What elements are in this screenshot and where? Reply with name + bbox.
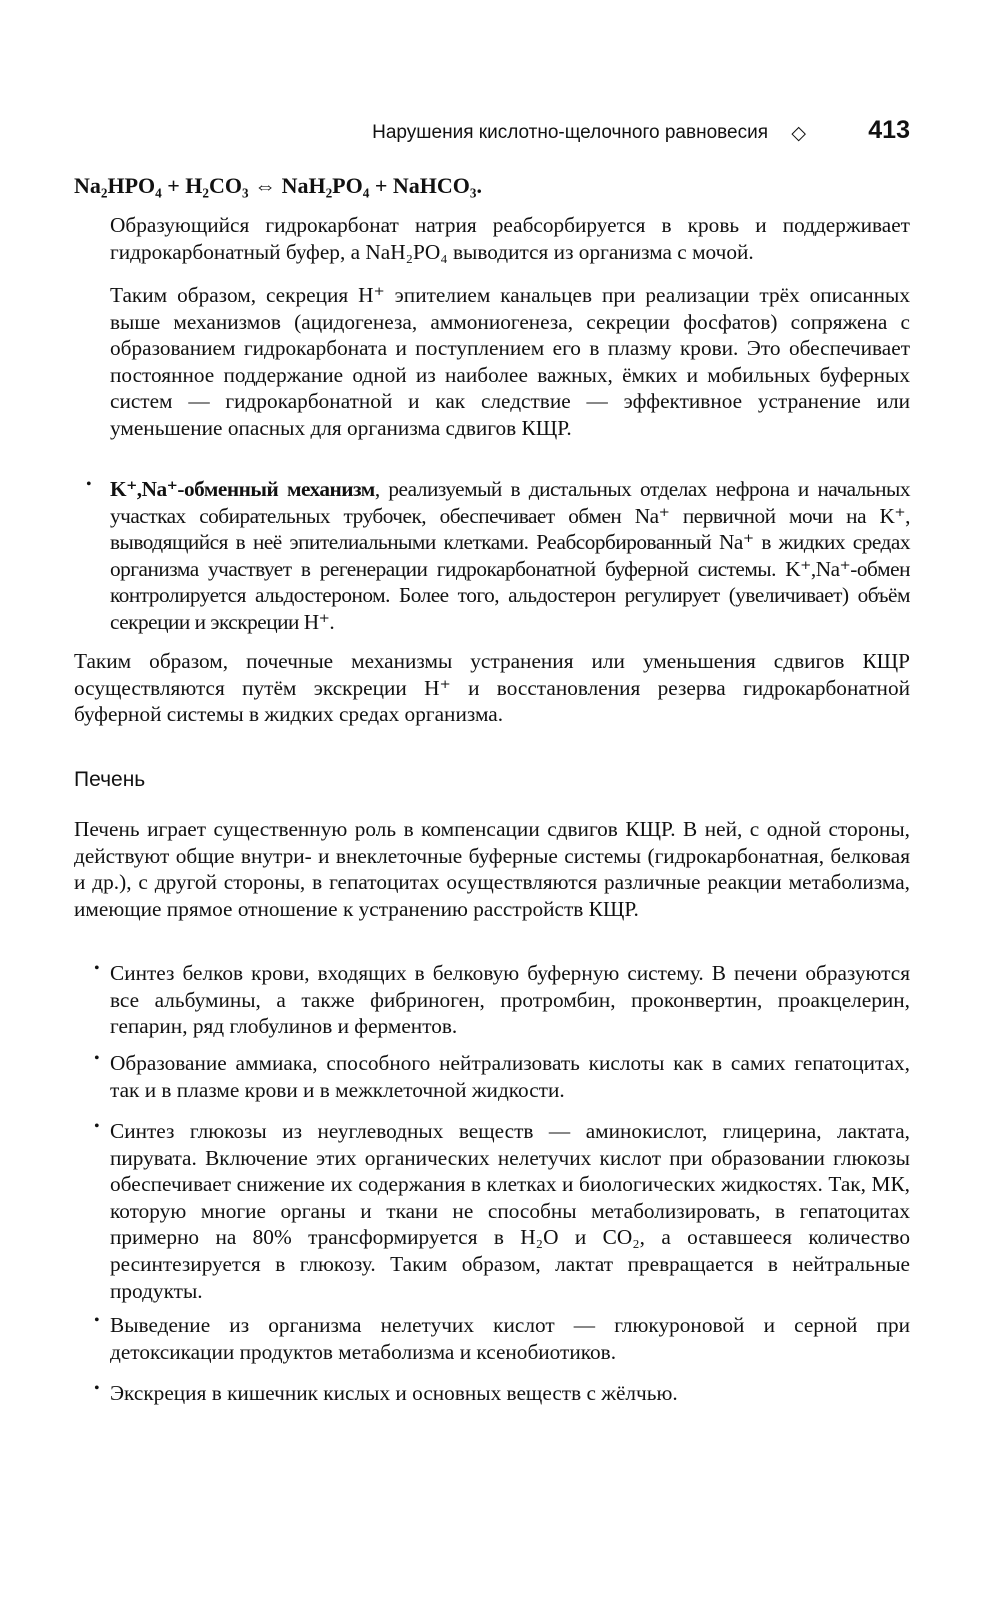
- list-item-text: Экскреция в кишечник кислых и основных веществ с жёлчью.: [110, 1381, 678, 1405]
- bullet-k-na-body: , реализуемый в дистальных отделах нефрона и начальных участках собирательных трубочек, обеспечивает обмен Na⁺ первичной мочи на K⁺, выводящийся в неё эпителиальными клетками. Реабсорбированный Na⁺ в жидких средах организма участвует в регенерации гидрокарбонатной буферной системы. K⁺,Na⁺-обмен контролируется альдостероном. Более того, альдостерон регулирует (увеличивает) объём секреции и экскреции H⁺.: [110, 477, 910, 634]
- paragraph-renal-summary: Таким образом, почечные механизмы устранения или уменьшения сдвигов КЩР осуществляются путём экскреции H⁺ и восстановления резерва гидрокарбонатной буферной системы в жидких средах организма.: [74, 649, 910, 727]
- diamond-ornament-icon: ◇: [791, 123, 806, 144]
- bullet-marker: •: [94, 1050, 100, 1067]
- paragraph-h-secretion: Таким образом, секреция H⁺ эпителием канальцев при реализации трёх описанных выше механизмов (ацидогенеза, аммониогенеза, секреции фосфатов) сопряжена с образованием гидрокарбоната и поступлением его в плазму крови. Это обеспечивает постоянное поддержание одной из наиболее важных, ёмких и мобильных буферных систем — гидрокарбонатной и как следствие — эффективное устранение или уменьшение опасных для организма сдвигов КЩР.: [110, 283, 910, 440]
- paragraph-liver-role: Печень играет существенную роль в компенсации сдвигов КЩР. В ней, с одной стороны, действуют общие внутри- и внеклеточные буферные системы (гидрокарбонатная, белковая и др.), с другой стороны, в гепатоцитах осуществляются различные реакции метаболизма, имеющие прямое отношение к устранению расстройств КЩР.: [74, 817, 910, 921]
- list-item: [94, 1050, 910, 1103]
- list-item-text: Образование аммиака, способного нейтрализовать кислоты как в самих гепатоцитах, так и в плазме крови и в межклеточной жидкости.: [110, 1051, 910, 1102]
- list-item-text: Синтез глюкозы из неуглеводных веществ — аминокислот, глицерина, лактата, пирувата. Включение этих органических нелетучих кислот при образовании глюкозы обеспечивает снижение их содержания в клетках и биологических жидкостях. Так, МК, которую многие органы и ткани не способны метаболизировать, в гепатоцитах примерно на 80% трансформируется в H₂O и CO₂, а оставшееся количество ресинтезируется в глюкозу. Таким образом, лактат превращается в нейтральные продукты.: [110, 1119, 910, 1303]
- section-title-liver: Печень: [74, 768, 146, 791]
- bullet-marker: •: [94, 1380, 100, 1397]
- bullet-marker: •: [86, 476, 92, 493]
- list-item: [94, 1380, 910, 1407]
- bullet-k-na-exchange: [86, 476, 910, 636]
- bullet-k-na-text: [110, 476, 910, 636]
- list-item: [94, 1312, 910, 1365]
- bullet-marker: •: [94, 1312, 100, 1329]
- list-item: [94, 960, 910, 1040]
- bullet-marker: •: [94, 1118, 100, 1135]
- paragraph-bicarbonate: Образующийся гидрокарбонат натрия реабсорбируется в кровь и поддерживает гидрокарбонатный буфер, а NaH₂PO₄ выводится из организма с мочой.: [110, 213, 910, 264]
- term-k-na-mechanism: K⁺,Na⁺-обменный механизм: [110, 477, 375, 501]
- page-number: 413: [868, 116, 910, 144]
- running-title: Нарушения кислотно-щелочного равновесия: [372, 122, 768, 143]
- list-item: [94, 1118, 910, 1304]
- chemical-equation: Na₂HPO₄ + H₂CO₃ ⇔ NaH₂PO₄ + NaHCO₃.: [74, 173, 482, 198]
- page-header: [0, 112, 910, 152]
- bullet-marker: •: [94, 960, 100, 977]
- list-item-text: Синтез белков крови, входящих в белковую буферную систему. В печени образуются все альбумины, а также фибриноген, протромбин, проконвертин, проакцелерин, гепарин, ряд глобулинов и ферментов.: [110, 961, 910, 1039]
- list-item-text: Выведение из организма нелетучих кислот — глюкуроновой и серной при детоксикации продуктов метаболизма и ксенобиотиков.: [110, 1313, 910, 1364]
